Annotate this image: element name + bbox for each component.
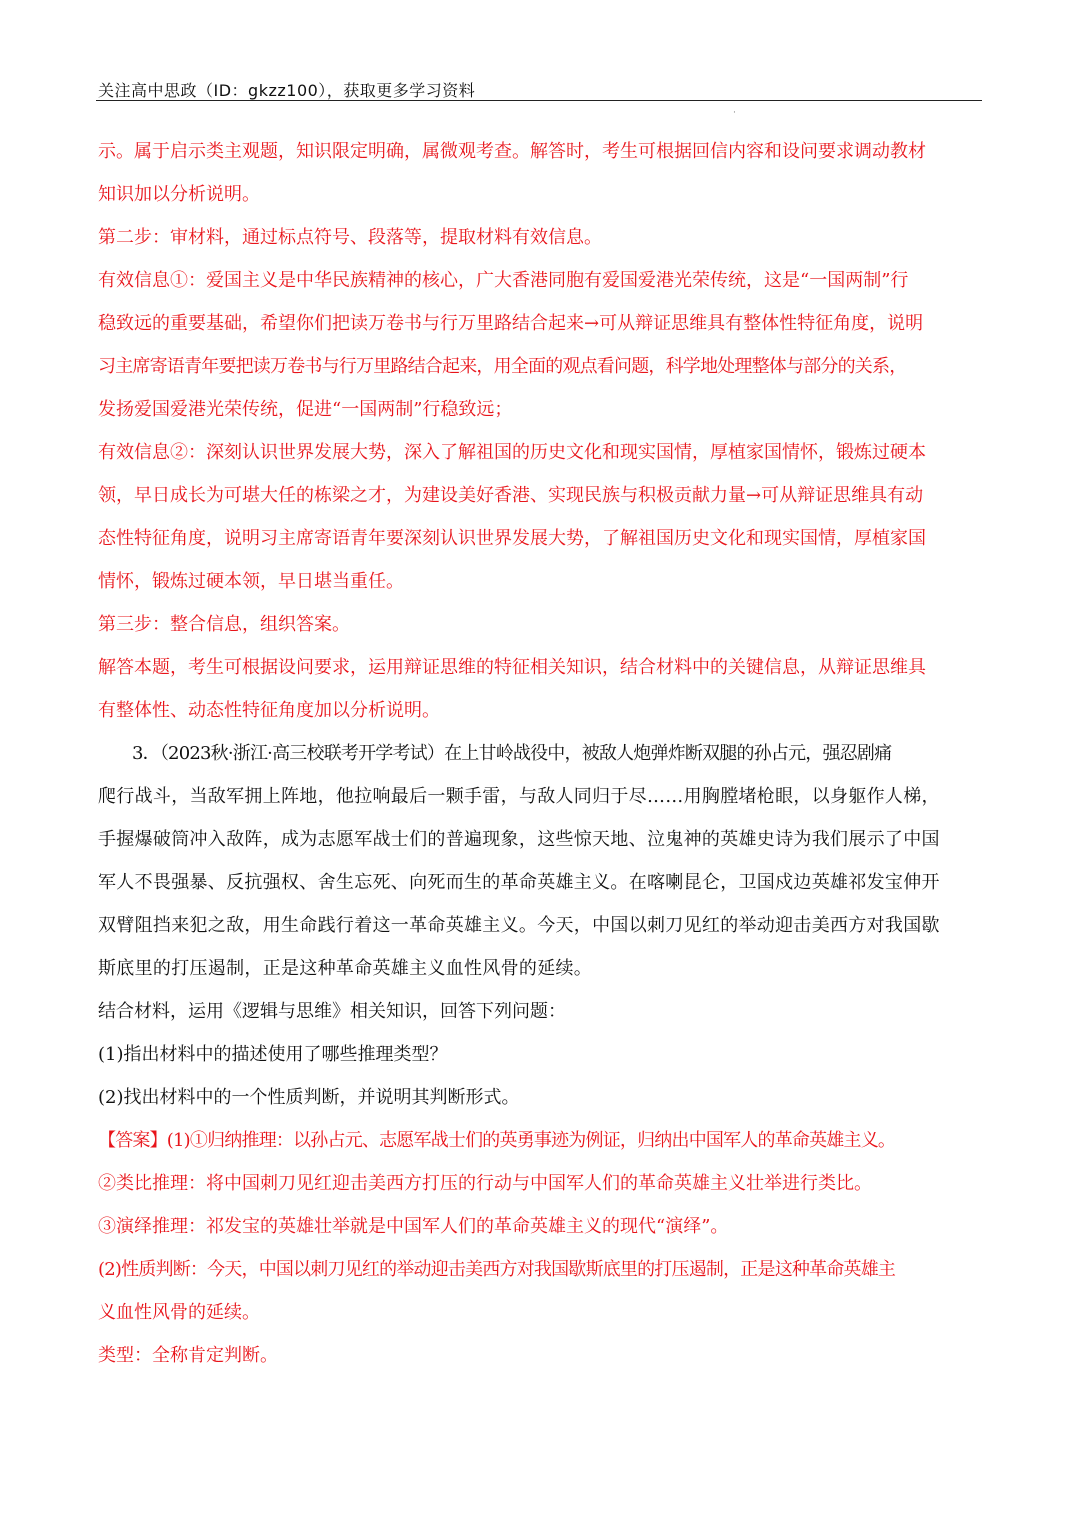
- document-body: [98, 130, 982, 1377]
- answer-line: (2)性质判断：今天，中国以刺刀见红的举动迎击美西方对我国歇斯底里的打压遏制，正是这种革命英雄主: [98, 1259, 896, 1280]
- text-line: 第三步：整合信息，组织答案。: [98, 614, 350, 635]
- question-stem-line: 爬行战斗，当敌军拥上阵地，他拉响最后一颗手雷，与敌人同归于尽……用胸膛堵枪眼，以身躯作人梯，: [98, 786, 940, 807]
- sub-question-1: (1)指出材料中的描述使用了哪些推理类型？: [98, 1044, 448, 1065]
- text-line: 示。属于启示类主观题，知识限定明确，属微观考查。解答时，考生可根据回信内容和设问要求调动教材: [98, 141, 926, 162]
- text-line: 有效信息②：深刻认识世界发展大势，深入了解祖国的历史文化和现实国情，厚植家国情怀，锻炼过硬本: [98, 442, 926, 463]
- text-line: 有整体性、动态性特征角度加以分析说明。: [98, 700, 440, 721]
- text-line: 解答本题，考生可根据设问要求，运用辩证思维的特征相关知识，结合材料中的关键信息，从辩证思维具: [98, 657, 926, 678]
- sub-question-2: (2)找出材料中的一个性质判断，并说明其判断形式。: [98, 1087, 520, 1108]
- text-line: 第二步：审材料，通过标点符号、段落等，提取材料有效信息。: [98, 227, 602, 248]
- question-prompt-line: 结合材料，运用《逻辑与思维》相关知识，回答下列问题：: [98, 1001, 566, 1022]
- question-stem-line: 手握爆破筒冲入敌阵，成为志愿军战士们的普遍现象，这些惊天地、泣鬼神的英雄史诗为我们展示了中国: [98, 829, 940, 850]
- text-line: 态性特征角度，说明习主席寄语青年要深刻认识世界发展大势，了解祖国历史文化和现实国情，厚植家国: [98, 528, 926, 549]
- answer-line: 类型：全称肯定判断。: [98, 1345, 278, 1366]
- question-stem-line: 斯底里的打压遏制，正是这种革命英雄主义血性风骨的延续。: [98, 958, 593, 979]
- header-divider: [96, 100, 982, 101]
- header-dot-mark: ·: [733, 108, 736, 118]
- question-stem-line: 双臂阻挡来犯之敌，用生命践行着这一革命英雄主义。今天，中国以刺刀见红的举动迎击美西方对我国歇: [98, 915, 940, 936]
- text-line: 习主席寄语青年要把读万卷书与行万里路结合起来，用全面的观点看问题，科学地处理整体与部分的关系，: [98, 356, 907, 377]
- answer-line: 义血性风骨的延续。: [98, 1302, 260, 1323]
- text-line: 发扬爱国爱港光荣传统，促进“一国两制”行稳致远；: [98, 399, 513, 420]
- text-line: 有效信息①：爱国主义是中华民族精神的核心，广大香港同胞有爱国爱港光荣传统，这是“一国两制”行: [98, 270, 909, 291]
- answer-line: 【答案】(1)①归纳推理：以孙占元、志愿军战士们的英勇事迹为例证，归纳出中国军人的革命英雄主义。: [98, 1130, 896, 1151]
- text-line: 知识加以分析说明。: [98, 184, 260, 205]
- answer-line: ③演绎推理：祁发宝的英雄壮举就是中国军人们的革命英雄主义的现代“演绎”。: [98, 1216, 729, 1237]
- text-line: 情怀，锻炼过硬本领，早日堪当重任。: [98, 571, 404, 592]
- question-stem-line: 军人不畏强暴、反抗强权、舍生忘死、向死而生的革命英雄主义。在喀喇昆仑，卫国戍边英雄祁发宝伸开: [98, 872, 940, 893]
- text-line: 领，早日成长为可堪大任的栋梁之才，为建设美好香港、实现民族与积极贡献力量→可从辩证思维具有动: [98, 485, 924, 506]
- question-stem-line: 3．（2023秋·浙江·高三校联考开学考试）在上甘岭战役中，被敌人炮弹炸断双腿的孙占元，强忍剧痛: [132, 743, 892, 764]
- page-header-text: 关注高中思政（ID：gkzz100），获取更多学习资料: [98, 81, 476, 100]
- text-line: 稳致远的重要基础，希望你们把读万卷书与行万里路结合起来→可从辩证思维具有整体性特征角度，说明: [98, 313, 924, 334]
- answer-line: ②类比推理：将中国刺刀见红迎击美西方打压的行动与中国军人们的革命英雄主义壮举进行类比。: [98, 1173, 872, 1194]
